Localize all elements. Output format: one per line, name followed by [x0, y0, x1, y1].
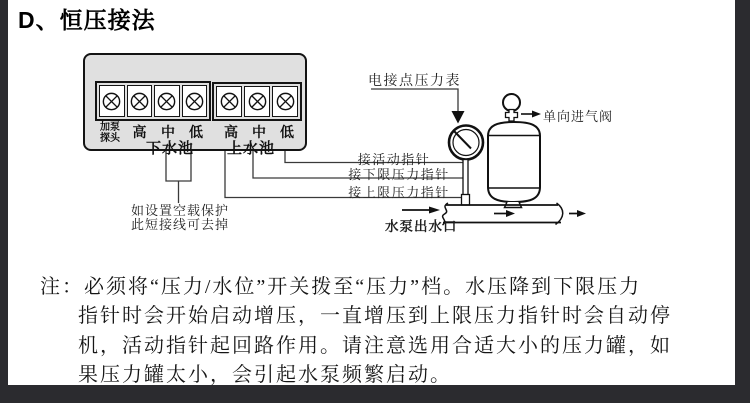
- lower-low-label: 低: [189, 126, 203, 141]
- pump-probe-label: 加泵 探头: [100, 122, 120, 144]
- terminal-screw-icon: [101, 91, 122, 112]
- upper-pool-terminal-strip: [212, 82, 302, 121]
- upper-mid-label: 中: [252, 126, 266, 141]
- lower-pool-label: 下水池: [145, 141, 194, 157]
- jumper-note: 如设置空载保护 此短接线可去掉: [130, 203, 229, 232]
- terminal-screw-icon: [129, 91, 150, 112]
- terminal-pump-probe: [99, 85, 125, 117]
- terminal-lower-high: [127, 85, 153, 117]
- movable-pointer-label: 接活动指针: [357, 152, 431, 167]
- gauge-label: 电接点压力表: [368, 74, 461, 89]
- note-line: 果压力罐太小，会引起水泵频繁启动。: [78, 363, 452, 386]
- terminal-screw-icon: [219, 91, 240, 112]
- terminal-screw-icon: [275, 91, 296, 112]
- terminal-box: [83, 53, 307, 157]
- upper-high-label: 高: [224, 126, 238, 141]
- terminal-upper-mid: [244, 86, 270, 117]
- upper-limit-label: 接上限压力指针: [348, 185, 450, 200]
- note-line: 注：必须将“压力/水位”开关拨至“压力”档。水压降到下限压力: [40, 276, 642, 298]
- lower-pool-terminal-strip: [95, 81, 211, 121]
- terminal-screw-icon: [184, 91, 205, 112]
- terminal-screw-icon: [247, 91, 268, 112]
- lower-mid-label: 中: [161, 126, 175, 141]
- terminal-screw-icon: [156, 91, 177, 112]
- lower-high-label: 高: [132, 126, 147, 141]
- note-line: 机，活动指针起回路作用。请注意选用合适大小的压力罐，如: [78, 334, 672, 357]
- terminal-upper-high: [216, 86, 242, 117]
- terminal-lower-mid: [154, 85, 180, 117]
- note-line: 指针时会开始启动增压，一直增压到上限压力指针时会自动停: [78, 305, 672, 328]
- pump-outlet-label: 水泵出水口: [385, 219, 458, 234]
- upper-pool-label: 上水池: [226, 141, 275, 157]
- lower-limit-label: 接下限压力指针: [348, 167, 450, 182]
- page-title: D、恒压接法: [18, 7, 156, 33]
- air-valve-label: 单向进气阀: [543, 109, 614, 124]
- terminal-lower-low: [182, 85, 208, 117]
- upper-low-label: 低: [280, 126, 294, 141]
- terminal-upper-low: [272, 86, 298, 117]
- note-text: [40, 273, 725, 390]
